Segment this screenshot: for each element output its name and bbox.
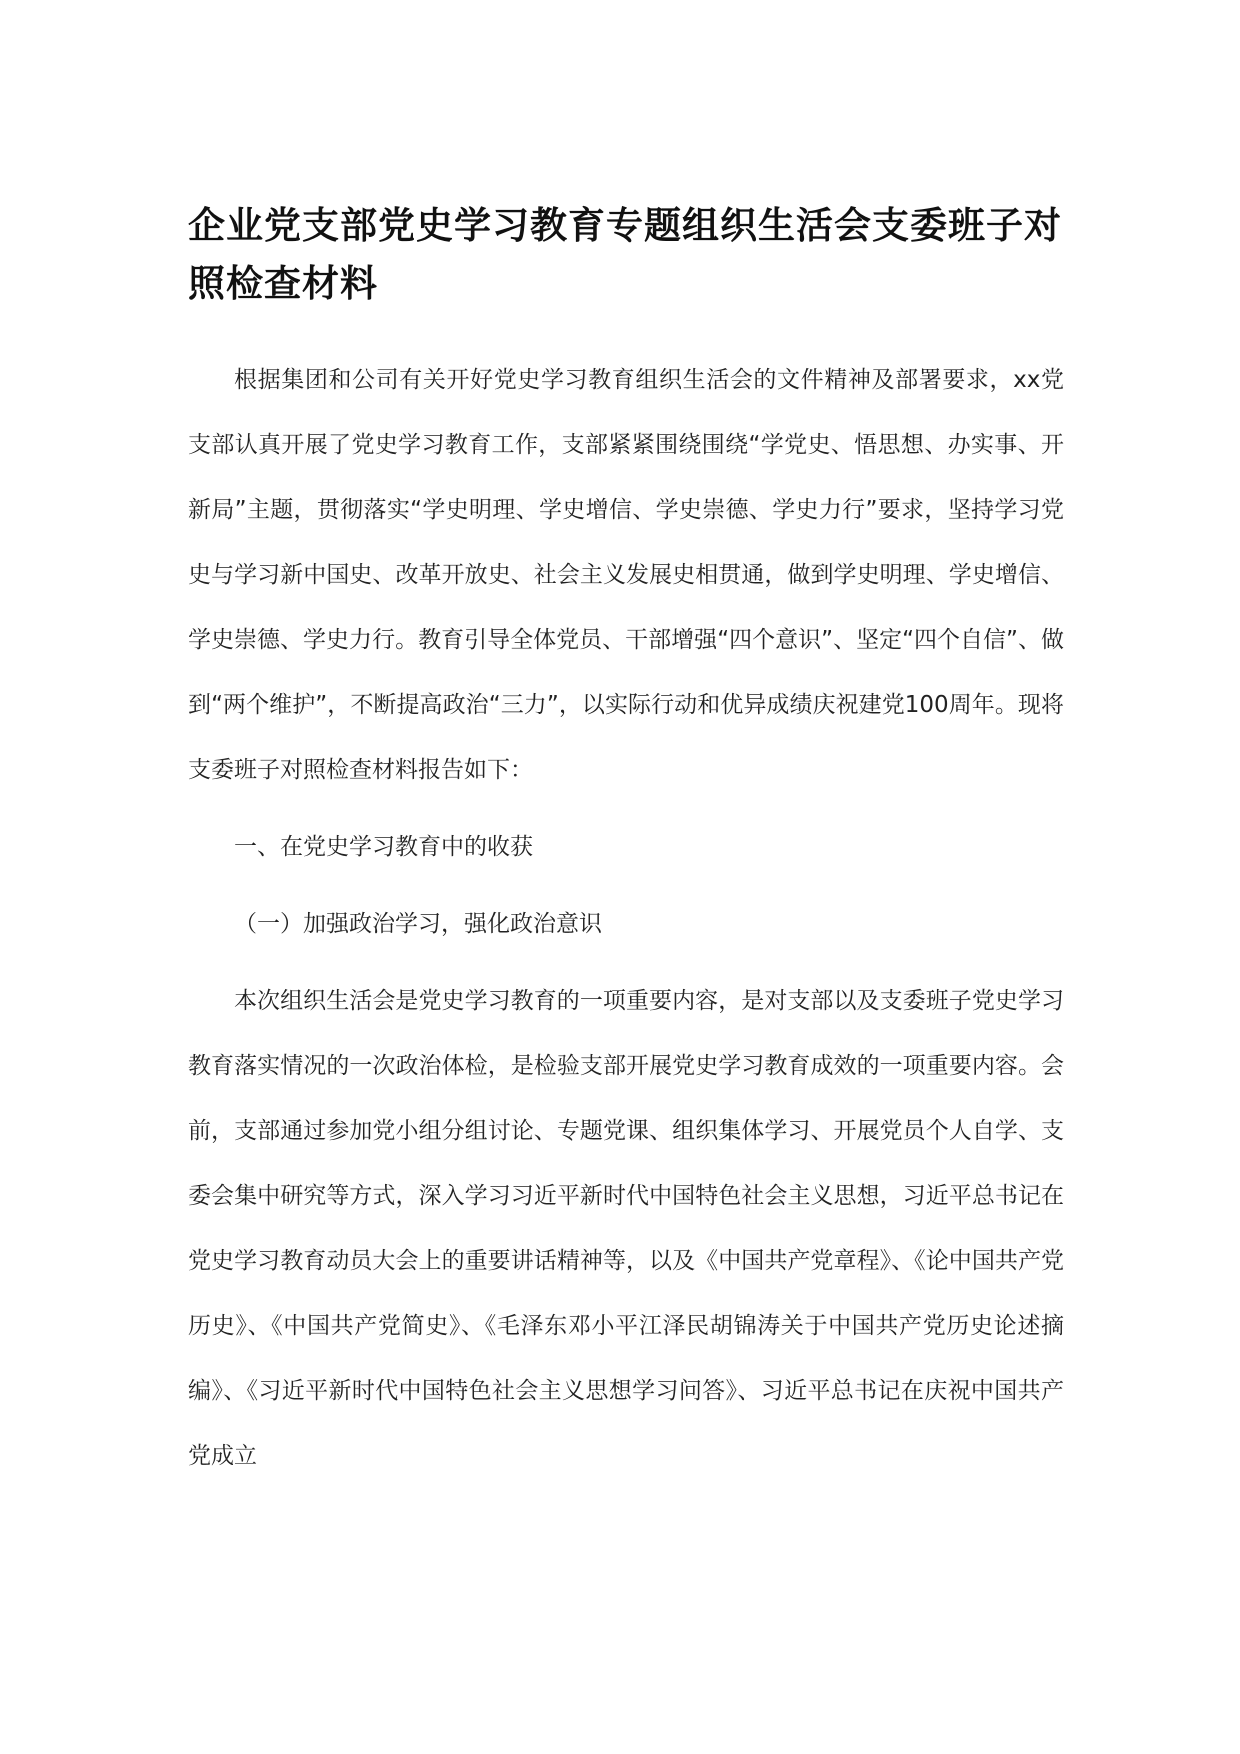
intro-paragraph: 根据集团和公司有关开好党史学习教育组织生活会的文件精神及部署要求，xx党支部认真开展了党史学习教育工作，支部紧紧围绕围绕“学党史、悟思想、办实事、开新局”主题，贯彻落实“学史明理、学史增信、学史崇德、学史力行”要求，坚持学习党史与学习新中国史、改革开放史、社会主义发展史相贯通，做到学史明理、学史增信、学史崇德、学史力行。教育引导全体党员、干部增强“四个意识”、坚定“四个自信”、做到“两个维护”，不断提高政治“三力”，以实际行动和优异成绩庆祝建党100周年。现将支委班子对照检查材料报告如下：	[188, 367, 1064, 783]
subsection-heading: （一）加强政治学习，强化政治意识	[234, 911, 602, 937]
document-body	[188, 196, 1064, 1489]
body-paragraph: 本次组织生活会是党史学习教育的一项重要内容，是对支部以及支委班子党史学习教育落实情况的一次政治体检，是检验支部开展党史学习教育成效的一项重要内容。会前，支部通过参加党小组分组讨论、专题党课、组织集体学习、开展党员个人自学、支委会集中研究等方式，深入学习习近平新时代中国特色社会主义思想，习近平总书记在党史学习教育动员大会上的重要讲话精神等，以及《中国共产党章程》、《论中国共产党历史》、《中国共产党简史》、《毛泽东邓小平江泽民胡锦涛关于中国共产党历史论述摘编》、《习近平新时代中国特色社会主义思想学习问答》、习近平总书记在庆祝中国共产党成立	[188, 988, 1064, 1469]
document-title: 企业党支部党史学习教育专题组织生活会支委班子对照检查材料	[188, 203, 1062, 305]
section-heading: 一、在党史学习教育中的收获	[234, 834, 533, 860]
